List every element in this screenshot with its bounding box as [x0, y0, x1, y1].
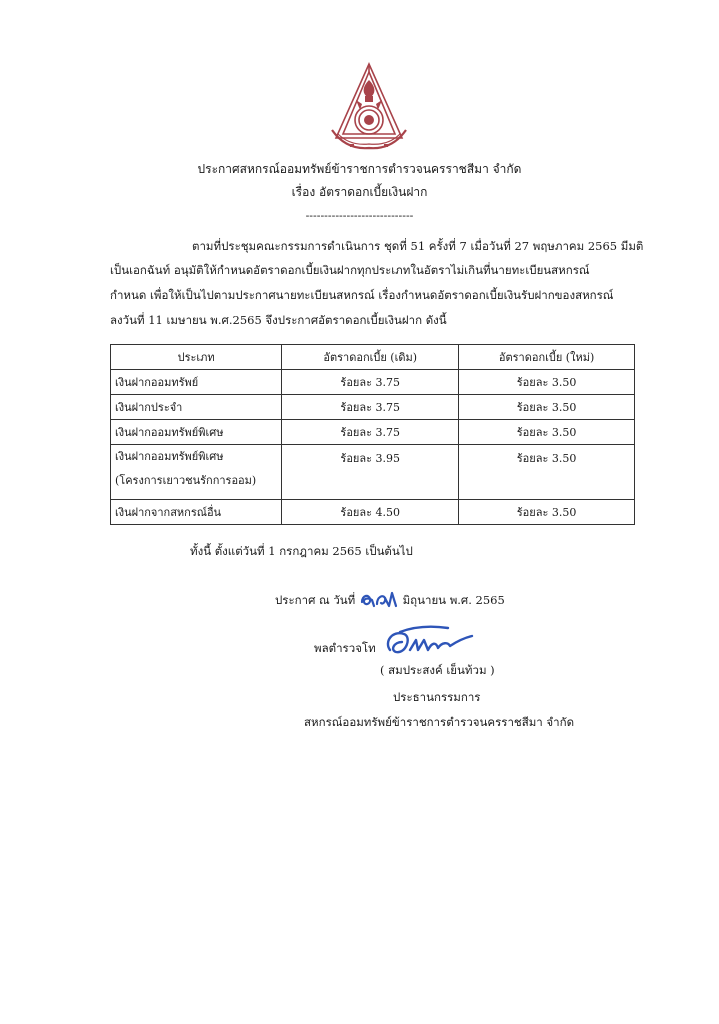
signer-organization: สหกรณ์ออมทรัพย์ข้าราชการตำรวจนครราชสีมา จำกัด [304, 715, 575, 729]
row-new-rate: ร้อยละ 3.50 [459, 395, 635, 420]
header-new-rate: อัตราดอกเบี้ย (ใหม่) [459, 345, 635, 370]
body-line-2: เป็นเอกฉันท์ อนุมัติให้กำหนดอัตราดอกเบี้ยเงินฝากทุกประเภทในอัตราไม่เกินที่นายทะเบียนสหกรณ์ [110, 263, 590, 277]
signature-icon [376, 620, 476, 662]
row-old-rate: ร้อยละ 3.75 [282, 370, 459, 395]
row-type: เงินฝากออมทรัพย์ [111, 370, 282, 395]
row-old-rate: ร้อยละ 4.50 [282, 500, 459, 525]
signer-rank: พลตำรวจโท [314, 641, 376, 655]
row-old-rate: ร้อยละ 3.75 [282, 420, 459, 445]
body-line-3: กำหนด เพื่อให้เป็นไปตามประกาศนายทะเบียนสหกรณ์ เรื่องกำหนดอัตราดอกเบี้ยเงินรับฝากของสหกรณ์ [110, 288, 614, 302]
header-old-rate: อัตราดอกเบี้ย (เดิม) [282, 345, 459, 370]
row-new-rate: ร้อยละ 3.50 [459, 420, 635, 445]
row-type: เงินฝากออมทรัพย์พิเศษ [115, 450, 224, 463]
row-type: เงินฝากจากสหกรณ์อื่น [111, 500, 282, 525]
table-row [111, 420, 635, 445]
effective-date-text: ทั้งนี้ ตั้งแต่วันที่ 1 กรกฎาคม 2565 เป็นต้นไป [190, 544, 413, 558]
table-row [111, 395, 635, 420]
signer-position: ประธานกรรมการ [393, 690, 481, 704]
announcement-title: ประกาศสหกรณ์ออมทรัพย์ข้าราชการตำรวจนครราชสีมา จำกัด [197, 162, 522, 176]
body-line-1: ตามที่ประชุมคณะกรรมการดำเนินการ ชุดที่ 51 ครั้งที่ 7 เมื่อวันที่ 27 พฤษภาคม 2565 มีมติ [192, 239, 644, 253]
signer-name: ( สมประสงค์ เย็นท้วม ) [380, 663, 495, 677]
row-new-rate: ร้อยละ 3.50 [459, 445, 635, 500]
row-old-rate: ร้อยละ 3.75 [282, 395, 459, 420]
row-type-cell [111, 445, 282, 500]
row-new-rate: ร้อยละ 3.50 [459, 370, 635, 395]
announcement-subject: เรื่อง อัตราดอกเบี้ยเงินฝาก [291, 185, 428, 199]
header-type: ประเภท [111, 345, 282, 370]
emblem-icon [326, 60, 412, 152]
announce-prefix: ประกาศ ณ วันที่ [275, 593, 356, 607]
table-row [111, 370, 635, 395]
row-old-rate: ร้อยละ 3.95 [282, 445, 459, 500]
announce-suffix: มิถุนายน พ.ศ. 2565 [402, 593, 505, 607]
announcement-date [275, 588, 505, 610]
row-type: เงินฝากประจำ [111, 395, 282, 420]
body-line-4: ลงวันที่ 11 เมษายน พ.ศ.2565 จึงประกาศอัตราดอกเบี้ยเงินฝาก ดังนี้ [110, 313, 447, 327]
header-divider: ----------------------------- [305, 209, 414, 222]
table-row [111, 500, 635, 525]
handwritten-day-icon [359, 588, 399, 610]
row-type: เงินฝากออมทรัพย์พิเศษ [111, 420, 282, 445]
table-row [111, 445, 635, 500]
row-new-rate: ร้อยละ 3.50 [459, 500, 635, 525]
table-header-row [111, 345, 635, 370]
interest-rate-table [110, 344, 635, 525]
row-type-note: (โครงการเยาวชนรักการออม) [115, 474, 257, 487]
